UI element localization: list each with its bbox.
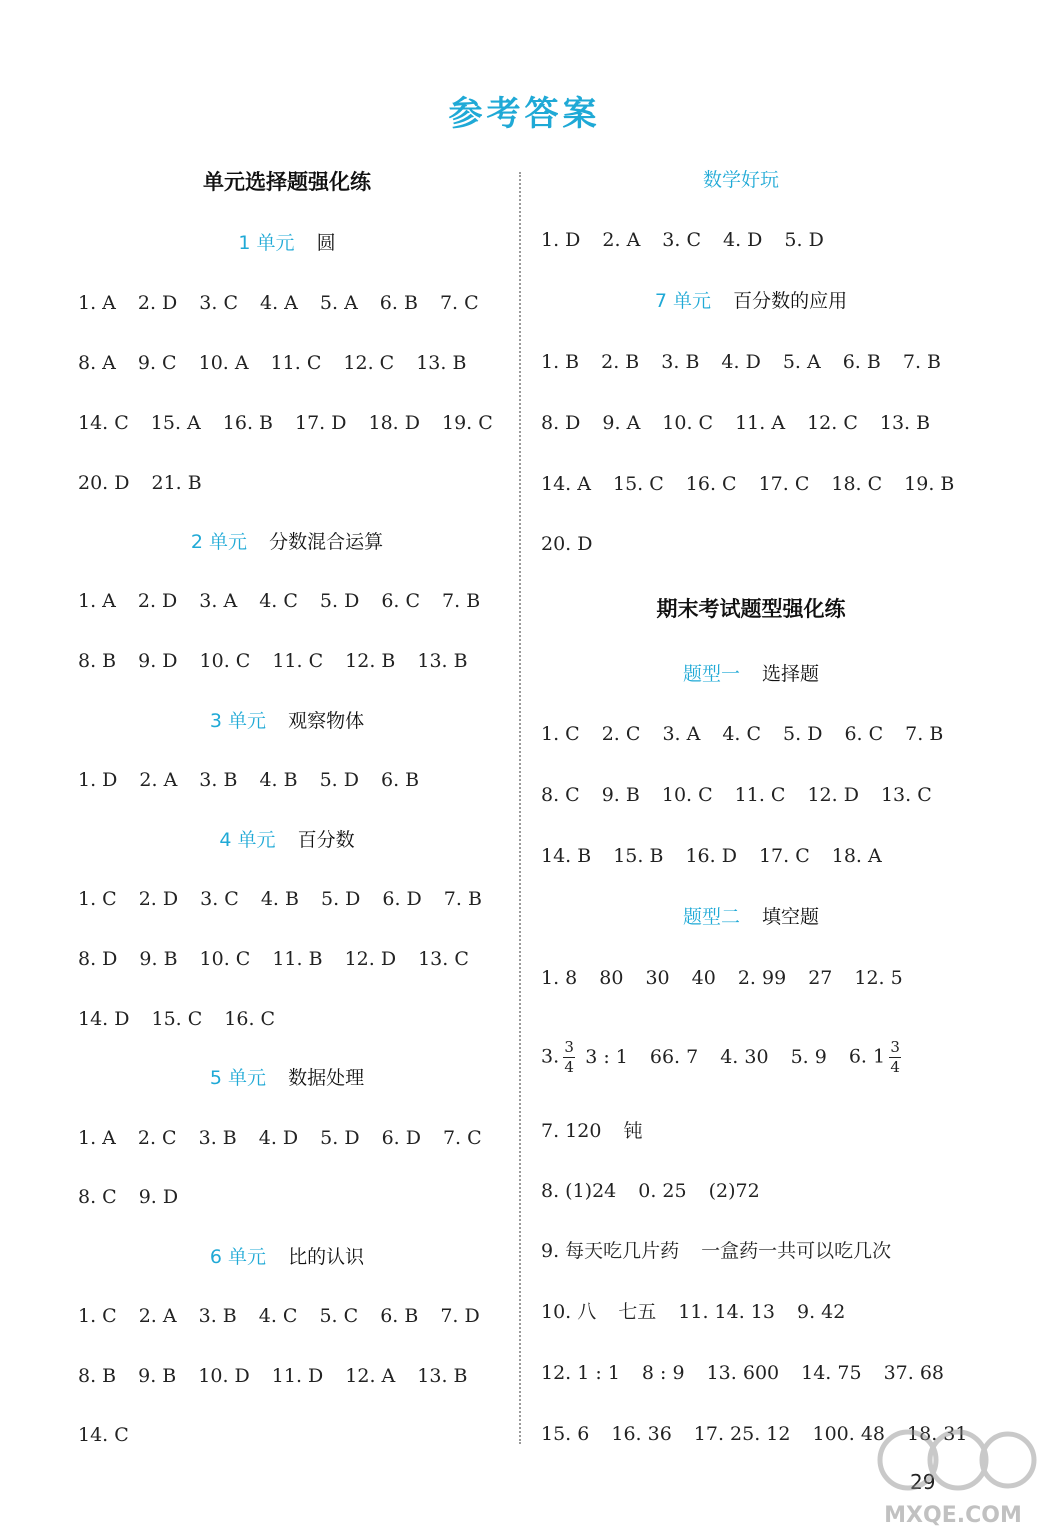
answer-item: 7. B <box>905 723 944 745</box>
fraction: $\frac{3}{4}$ <box>890 1038 900 1076</box>
unit-4-heading <box>78 825 496 855</box>
answer-item: 5. A <box>782 351 821 373</box>
answer-item: 13. C <box>880 784 932 806</box>
unit-4-answer-row <box>78 944 491 974</box>
answer-item: 3. A <box>199 590 238 612</box>
answer-item: 17. C <box>758 845 810 867</box>
question-type-1-heading <box>541 659 961 689</box>
fill-line-7: 12. 1 : 1 8 : 9 13. 600 14. 75 37. 68 <box>541 1362 944 1384</box>
unit-5-answer-row <box>78 1123 504 1153</box>
unit-3-name: 观察物体 <box>288 710 365 732</box>
answer-item: 7. B <box>443 888 482 910</box>
answer-item: 8. D <box>541 412 581 434</box>
unit-1-answer-row <box>78 468 224 498</box>
answer-item: 4. B <box>260 888 299 910</box>
unit-6-answer-row <box>78 1420 151 1450</box>
answer-item: 11. C <box>734 784 786 806</box>
unit-4-answer-row <box>78 884 504 914</box>
answer-item: 11. C <box>272 650 324 672</box>
answer-item: 5. D <box>784 229 824 251</box>
answer-item: 2. A <box>602 229 641 251</box>
answer-item: 13. C <box>418 948 469 970</box>
math-fun-answer-row <box>541 225 846 255</box>
answer-item: 20. D <box>541 533 593 555</box>
answer-item: 1. C <box>78 1305 117 1327</box>
answer-item: 3. C <box>199 292 239 314</box>
answer-item: 12. B <box>345 650 396 672</box>
answer-item: 1. A <box>78 590 116 612</box>
fraction: $\frac{3}{4}$ <box>564 1038 574 1076</box>
answer-item: 1. B <box>541 351 580 373</box>
unit-7-answer-row <box>541 408 952 438</box>
answer-item: 13. B <box>417 650 468 672</box>
unit-1-answer-row <box>78 408 515 438</box>
answer-item: 18. D <box>368 412 420 434</box>
question-type-1-answer-row <box>541 719 965 749</box>
fill-line-2: 3. $\frac{3}{4}$ 3 : 1 66. 7 4. 30 5. 9 6. 1 $\frac{3}{4}$ <box>541 1038 900 1076</box>
question-type-2-name: 填空题 <box>762 906 820 928</box>
answer-item: 3. C <box>200 888 239 910</box>
answer-item: 10. C <box>661 784 713 806</box>
answer-item: 10. C <box>199 650 251 672</box>
answer-item: 7. B <box>442 590 481 612</box>
answer-item: 19. B <box>904 473 955 495</box>
svg-text:MXQE.COM: MXQE.COM <box>884 1503 1022 1528</box>
unit-3-heading <box>78 706 496 736</box>
answer-item: 10. C <box>199 948 251 970</box>
question-type-1-answer-row <box>541 780 954 810</box>
answer-item: 10. D <box>198 1365 250 1387</box>
unit-1-number: 1 单元 <box>238 232 295 254</box>
answer-item: 18. A <box>831 845 882 867</box>
unit-3-number: 3 单元 <box>209 710 267 732</box>
answer-item: 2. A <box>138 1305 177 1327</box>
unit-7-heading <box>541 286 961 316</box>
answer-item: 8. C <box>78 1186 117 1208</box>
answer-item: 12. D <box>807 784 859 806</box>
answer-item: 2. C <box>137 1127 177 1149</box>
column-divider <box>519 172 521 1444</box>
answer-item: 4. D <box>258 1127 299 1149</box>
page-title: 参考答案 <box>448 94 601 134</box>
answer-item: 5. A <box>319 292 358 314</box>
answer-item: 2. D <box>137 292 178 314</box>
answer-item: 13. B <box>416 352 467 374</box>
answer-item: 7. B <box>902 351 941 373</box>
answer-item: 13. B <box>879 412 931 434</box>
answer-item: 11. C <box>270 352 322 374</box>
question-type-2-heading <box>541 902 961 932</box>
answer-item: 4. D <box>721 351 761 373</box>
section-heading-unit-choice: 单元选择题强化练 <box>203 170 371 194</box>
answer-item: 4. C <box>722 723 762 745</box>
question-type-2-number: 题型二 <box>682 906 740 928</box>
fill-line-4: 8. (1)24 0. 25 (2)72 <box>541 1180 760 1202</box>
answer-item: 1. D <box>78 769 118 791</box>
answer-item: 12. C <box>807 412 858 434</box>
section-heading-final-exam: 期末考试题型强化练 <box>656 597 846 621</box>
answer-item: 21. B <box>151 472 202 494</box>
unit-2-heading <box>78 527 496 557</box>
answer-item: 8. D <box>78 948 118 970</box>
answer-item: 8. B <box>78 650 117 672</box>
unit-7-answer-row <box>541 529 615 559</box>
answer-item: 5. C <box>319 1305 359 1327</box>
heading-math-fun <box>541 165 941 195</box>
question-type-1-number: 题型一 <box>682 663 740 685</box>
fill-line-1: 1. 8 80 30 40 2. 99 27 12. 5 <box>541 967 903 989</box>
answer-item: 8. B <box>78 1365 117 1387</box>
answer-item: 9. D <box>138 1186 179 1208</box>
answer-item: 14. C <box>78 412 129 434</box>
answer-item: 6. C <box>844 723 884 745</box>
unit-4-number: 4 单元 <box>219 829 276 851</box>
answer-item: 6. B <box>380 769 420 791</box>
answer-item: 3. B <box>198 1305 237 1327</box>
answer-item: 7. C <box>442 1127 482 1149</box>
answer-item: 14. A <box>541 473 591 495</box>
page-number: 29 <box>910 1470 936 1494</box>
answer-item: 1. A <box>78 292 116 314</box>
answer-item: 6. D <box>381 1127 421 1149</box>
answer-item: 5. D <box>320 888 361 910</box>
answer-item: 10. C <box>662 412 714 434</box>
answer-item: 2. B <box>601 351 640 373</box>
answer-item: 3. A <box>662 723 701 745</box>
answer-item: 9. A <box>602 412 641 434</box>
answer-item: 14. D <box>78 1008 130 1030</box>
unit-6-answer-row <box>78 1361 489 1391</box>
answer-item: 9. D <box>138 650 178 672</box>
unit-1-name: 圆 <box>316 232 336 254</box>
answer-item: 15. C <box>151 1008 203 1030</box>
unit-5-name: 数据处理 <box>288 1067 365 1089</box>
fill-line-6: 10. 八 七五 11. 14. 13 9. 42 <box>541 1301 846 1323</box>
answer-item: 12. C <box>343 352 395 374</box>
answer-item: 3. B <box>199 769 238 791</box>
unit-4-answer-row <box>78 1004 297 1034</box>
unit-1-heading <box>78 228 496 258</box>
answer-item: 6. C <box>381 590 421 612</box>
fill-line-3: 7. 120 钝 <box>541 1120 643 1142</box>
answer-item: 3. B <box>661 351 700 373</box>
answer-item: 6. B <box>379 292 418 314</box>
answer-item: 11. B <box>272 948 323 970</box>
answer-item: 2. C <box>601 723 641 745</box>
answer-item: 14. B <box>541 845 592 867</box>
answer-item: 15. C <box>612 473 664 495</box>
answer-item: 20. D <box>78 472 130 494</box>
answer-item: 13. B <box>417 1365 468 1387</box>
answer-item: 4. C <box>259 590 298 612</box>
unit-2-answer-row <box>78 586 502 616</box>
answer-item: 3. C <box>662 229 702 251</box>
unit-2-answer-row <box>78 646 490 676</box>
answer-item: 11. A <box>735 412 786 434</box>
unit-6-answer-row <box>78 1301 502 1331</box>
unit-6-number: 6 单元 <box>209 1246 267 1268</box>
answer-item: 5. D <box>320 1127 360 1149</box>
answer-item: 9. B <box>139 948 178 970</box>
answer-item: 1. A <box>78 1127 116 1149</box>
answer-item: 9. B <box>601 784 640 806</box>
unit-7-answer-row <box>541 469 976 499</box>
watermark-logo <box>868 1410 1038 1530</box>
answer-item: 16. C <box>224 1008 276 1030</box>
unit-6-heading <box>78 1242 496 1272</box>
answer-item: 2. D <box>137 590 178 612</box>
unit-6-name: 比的认识 <box>288 1246 365 1268</box>
answer-item: 15. B <box>613 845 664 867</box>
answer-item: 9. C <box>137 352 177 374</box>
unit-4-name: 百分数 <box>297 829 355 851</box>
answer-item: 7. C <box>439 292 479 314</box>
answer-item: 15. A <box>150 412 201 434</box>
unit-7-answer-row <box>541 347 963 377</box>
answer-item: 17. D <box>295 412 347 434</box>
answer-item: 8. A <box>78 352 116 374</box>
answer-item: 16. D <box>685 845 737 867</box>
answer-item: 3. B <box>198 1127 237 1149</box>
answer-item: 2. A <box>139 769 178 791</box>
answer-item: 18. C <box>831 473 883 495</box>
answer-item: 12. D <box>344 948 397 970</box>
answer-item: 1. C <box>541 723 580 745</box>
answer-item: 10. A <box>198 352 249 374</box>
answer-item: 14. C <box>78 1424 129 1446</box>
question-type-1-answer-row <box>541 841 904 871</box>
answer-item: 8. C <box>541 784 580 806</box>
answer-item: 19. C <box>442 412 493 434</box>
unit-2-name: 分数混合运算 <box>269 531 384 553</box>
fill-line-8: 15. 6 16. 36 17. 25. 12 100. 48 18. 31 <box>541 1423 968 1445</box>
unit-3-answer-row <box>78 765 441 795</box>
answer-item: 7. D <box>440 1305 480 1327</box>
answer-item: 11. D <box>271 1365 324 1387</box>
unit-5-number: 5 单元 <box>209 1067 267 1089</box>
answer-item: 17. C <box>758 473 810 495</box>
answer-item: 12. A <box>345 1365 396 1387</box>
answer-item: 4. C <box>258 1305 298 1327</box>
answer-item: 4. D <box>723 229 763 251</box>
unit-5-answer-row <box>78 1182 200 1212</box>
answer-item: 6. B <box>842 351 881 373</box>
unit-1-answer-row <box>78 288 501 318</box>
unit-7-name: 百分数的应用 <box>733 290 848 312</box>
unit-2-number: 2 单元 <box>190 531 248 553</box>
answer-item: 5. D <box>319 769 359 791</box>
answer-item: 16. C <box>685 473 737 495</box>
answer-item: 1. D <box>541 229 581 251</box>
heading-math-fun-label: 数学好玩 <box>702 169 779 191</box>
answer-item: 16. B <box>222 412 273 434</box>
unit-7-number: 7 单元 <box>654 290 712 312</box>
unit-1-answer-row <box>78 348 488 378</box>
question-type-1-name: 选择题 <box>762 663 820 685</box>
answer-item: 9. B <box>138 1365 177 1387</box>
answer-item: 2. D <box>138 888 179 910</box>
fill-line-5: 9. 每天吃几片药 一盒药一共可以吃几次 <box>541 1240 892 1262</box>
answer-item: 5. D <box>783 723 823 745</box>
answer-item: 4. A <box>260 292 298 314</box>
answer-item: 6. B <box>380 1305 419 1327</box>
answer-item: 1. C <box>78 888 117 910</box>
answer-item: 4. B <box>259 769 298 791</box>
answer-item: 5. D <box>319 590 360 612</box>
answer-item: 6. D <box>382 888 422 910</box>
unit-5-heading <box>78 1063 496 1093</box>
